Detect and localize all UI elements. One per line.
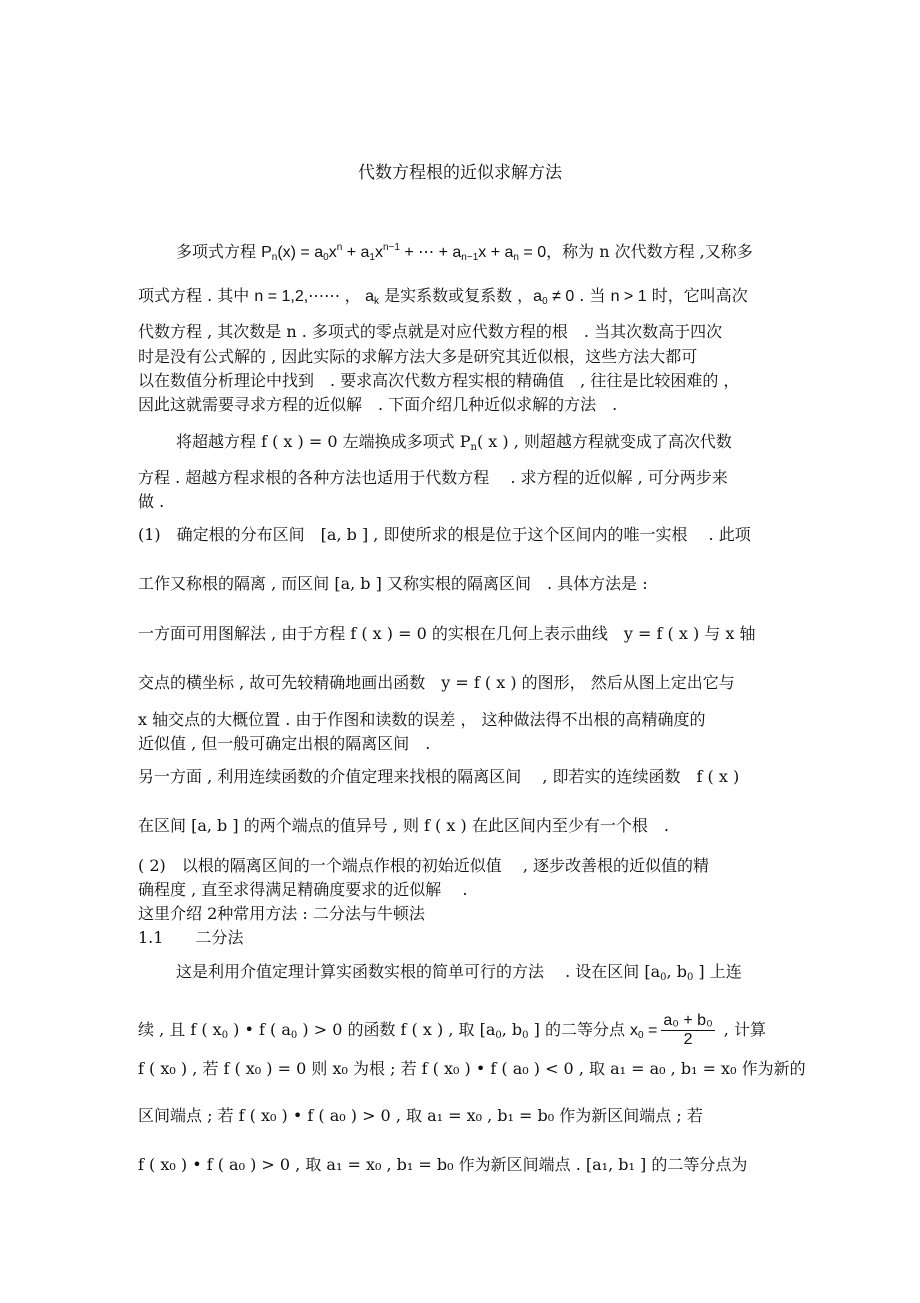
formula-p: P <box>261 244 272 261</box>
coef-ak: $a_k$ <box>360 288 379 307</box>
s1-line-1: (1) 确定根的分布区间 [a, b ] , 即使所求的根是位于这个区间内的唯一实根 . 此项 <box>138 525 751 544</box>
s1-line-2: 工作又称根的隔离 , 而区间 [a, b ] 又称实根的隔离区间 . 具体方法是 : <box>138 574 648 593</box>
s1-line-7: 另一方面 , 利用连续函数的介值定理来找根的隔离区间 , 即若实的连续函数 f ( x ) <box>138 767 740 786</box>
page-title: 代数方程根的近似求解方法 <box>358 163 562 183</box>
s1-line-5: x 轴交点的大概位置 . 由于作图和读数的误差 ， 这种做法得不出根的高精确度的 <box>138 710 706 729</box>
p2-line-1: 将超越方程 f ( x ) = 0 左端换成多项式 $P_n$( x ) , 则超越方程就变成了高次代数 <box>176 432 732 453</box>
p2-line-3: 做 . <box>138 492 165 511</box>
s1-line-4: 交点的横坐标 , 故可先较精确地画出函数 y = f ( x ) 的图形， 然后从图上定出它与 <box>138 673 735 692</box>
s1-line-8: 在区间 [a, b ] 的两个端点的值异号 , 则 f ( x ) 在此区间内至少有一个根 . <box>138 816 669 835</box>
p2-line-2: 方程 . 超越方程求根的各种方法也适用于代数方程 . 求方程的近似解 , 可分两步来 <box>138 468 728 487</box>
p1-text: 多项式方程 <box>176 242 262 261</box>
fraction-denominator: 2 <box>683 1031 693 1048</box>
p1-l2c: . 当 <box>574 286 611 305</box>
p1-l2n: n = 1,2,⋯⋯ ， <box>254 288 361 305</box>
s2-line-3: 这里介绍 2种常用方法 : 二分法与牛顿法 <box>138 904 425 923</box>
x0-label: $x_0$ = <box>630 1022 658 1041</box>
p1-text-b: ，称为 n 次代数方程 ,又称多 <box>546 242 753 261</box>
s2-line-2: 确程度 , 直至求得满足精确度要求的近似解 . <box>138 880 468 899</box>
p3-line-5: f ( x₀ ) • f ( a₀ ) > 0 , 取 a₁ = x₀ , b₁ = b₀ 作为新区间端点 . [a₁, b₁ ] 的二等分点为 <box>138 1155 748 1174</box>
p3-line-3: f ( x₀ ) , 若 f ( x₀ ) = 0 则 x₀ 为根 ; 若 f ( x₀ ) • f ( a₀ ) < 0 , 取 a₁ = a₀ , b₁ = x₀ 作为新的 <box>138 1059 806 1078</box>
p3-l1: 这是利用介值定理计算实函数实根的简单可行的方法 . 设在区间 [a <box>176 962 661 981</box>
midpoint-fraction <box>661 1012 714 1049</box>
p2-l1: 将超越方程 f ( x ) = 0 左端换成多项式 P <box>176 432 471 451</box>
p1-line-3: 代数方程 , 其次数是 n . 多项式的零点就是对应代数方程的根 . 当其次数高于四次 <box>138 322 723 341</box>
s1-line-3: 一方面可用图解法 , 由于方程 f ( x ) = 0 的实根在几何上表示曲线 y = f ( x ) 与 x 轴 <box>138 624 756 643</box>
fraction-numerator: a₀ + b₀ <box>663 1012 713 1029</box>
p3-l2d: , 计算 <box>718 1020 766 1039</box>
p3-l2c: ] 的二等分点 <box>528 1020 631 1039</box>
p3-line-2: 续 , 且 f ( $x_0$ ) • f ( $a_0$ ) > 0 的函数 f ( x ) , 取 [$a_0$, $b_0$ ] 的二等分点 $x_0$ = $\frac{\text{a₀ + b₀}}{2}$ , 计算 <box>138 1012 766 1048</box>
s1-line-6: 近似值 , 但一般可确定出根的隔离区间 . <box>138 734 431 753</box>
s2-line-1: ( 2) 以根的隔离区间的一个端点作根的初始近似值 , 逐步改善根的近似值的精 <box>138 856 710 875</box>
p3-l2b: ) > 0 的函数 f ( x ) , 取 [a <box>297 1020 496 1039</box>
p3-l2a: 续 , 且 f ( x <box>138 1020 222 1039</box>
p2-l1b: ( x ) , 则超越方程就变成了高次代数 <box>476 432 732 451</box>
p1-line-2 <box>138 286 748 312</box>
p1-line-4: 时是没有公式解的 , 因此实际的求解方法大多是研究其近似根，这些方法大都可 <box>138 347 698 366</box>
n-gt-1: n > 1 <box>610 288 647 305</box>
p1-l2b: 是实系数或复系数 ， <box>378 286 534 305</box>
a0-neq: $a_0 \ne 0$ <box>533 288 575 307</box>
polynomial-formula: $P_n(x) = a_0x^n + a_1x^{n-1}$ + ⋯ + $a_{n-1}x + a_n = 0$ <box>261 242 547 263</box>
p1-line-6: 因此这就需要寻求方程的近似解 . 下面介绍几种近似求解的方法 . <box>138 395 618 414</box>
p1-line-1 <box>176 238 753 268</box>
p1-l2a: 项式方程 . 其中 <box>138 286 255 305</box>
p1-l2d: 时，它叫高次 <box>646 286 748 305</box>
p3-line-4: 区间端点 ; 若 f ( x₀ ) • f ( a₀ ) > 0 , 取 a₁ = x₀ , b₁ = b₀ 作为新区间端点 ; 若 <box>138 1106 703 1125</box>
p1-line-5: 以在数值分析理论中找到 . 要求高次代数方程实根的精确值 , 往往是比较困难的 ， <box>138 371 740 390</box>
p3-line-1: 这是利用介值定理计算实函数实根的简单可行的方法 . 设在区间 [$a_0$, $b_0$ ] 上连 <box>176 962 742 983</box>
section-heading-bisection: 1.1 二分法 <box>138 928 244 947</box>
p3-l1b: ] 上连 <box>693 962 742 981</box>
